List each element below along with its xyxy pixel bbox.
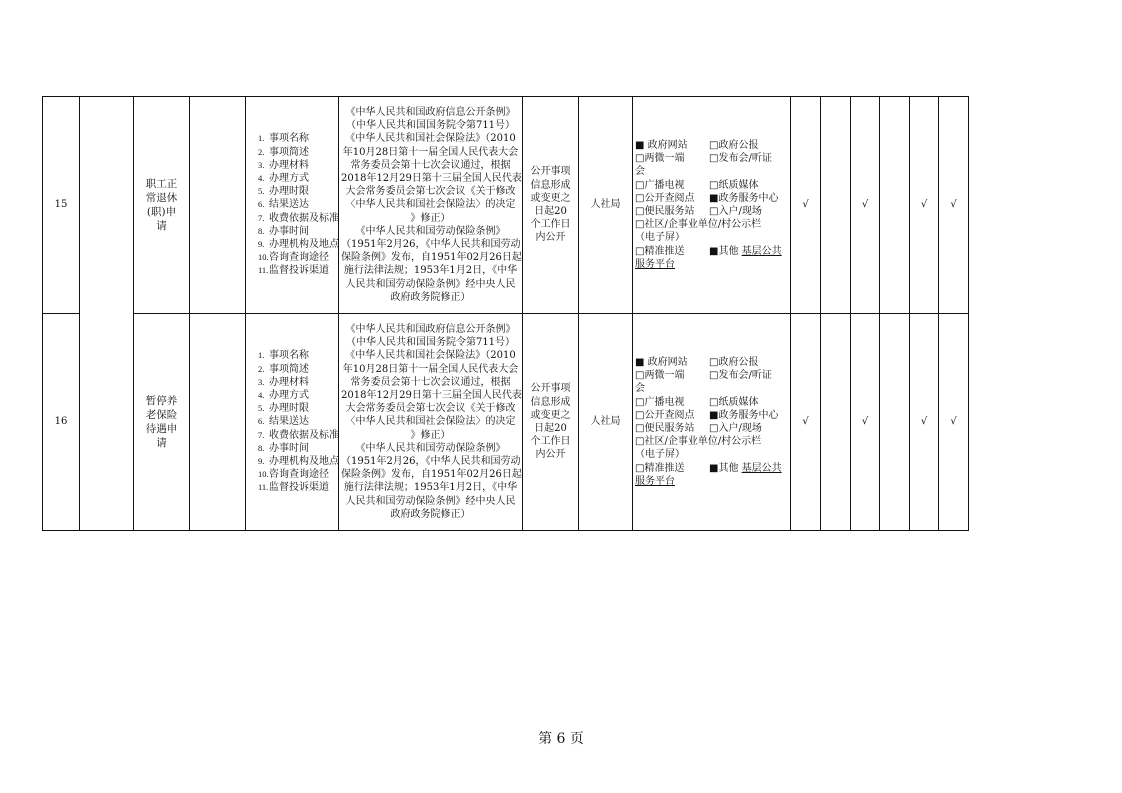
channel-line [635,231,788,244]
list-item-text: 办理机构及地点 [269,456,339,467]
channel-option: □纸质媒体 [709,396,759,408]
basis-line: 《中华人民共和国社会保险法》（2010 [345,133,516,145]
sub-item-cell [190,97,246,314]
basis-line: 年10月28日第十一届全国人民代表大会 [342,363,519,375]
check-mark: √ [950,199,957,211]
list-item-number: 3. [258,159,265,170]
check-cell [880,314,910,531]
list-item-text: 办事时间 [269,225,309,237]
list-item [258,455,339,468]
basis-line: 保险条例》发布，自1951年02月26日起 [341,469,522,481]
channel-option: □政府公报 [709,139,759,151]
list-item-text: 事项简述 [269,363,309,375]
list-item-number: 10. [258,469,269,480]
basis-line: 大会常务委员会第七次会议《关于修改 [345,403,516,415]
basis-line: 〈中华人民共和国社会保险法〉的决定 [345,199,516,211]
check-mark: √ [802,416,809,428]
content-items-cell [246,314,339,531]
list-item [258,429,339,442]
channel-option: □两微一端 [635,153,685,165]
disclosure-table [42,96,969,531]
list-item-number: 6. [258,416,265,427]
content-items-list [248,132,339,277]
content-items-list [248,349,339,494]
channel-option: □纸质媒体 [709,179,759,191]
channel-line [635,435,788,448]
channel-option: ■其他 基层公共 [709,245,782,257]
channel-option: 会 [635,383,645,395]
channel-line [635,218,788,231]
list-item-number: 9. [258,456,265,466]
check-cell [851,314,880,531]
list-item [258,212,339,225]
item-name-cell [134,314,190,531]
check-mark: √ [861,199,869,211]
check-cell [821,314,851,531]
list-item [258,198,336,211]
channels-cell [633,97,791,314]
channel-option: □精准推送 [635,462,685,474]
basis-line: （中华人民共和国国务院令第711号） [345,337,516,349]
subject: 人社局 [590,416,621,428]
basis-line: 保险条例》发布，自1951年02月26日起 [341,252,522,264]
list-item [258,363,336,376]
basis-line: 2018年12月29日第十三届全国人民代表 [341,172,522,184]
basis-line: 人民共和国劳动保险条例》经中央人民 [345,495,516,507]
table-row [43,314,969,531]
check-cell [791,314,821,531]
list-item-number: 5. [258,403,265,414]
list-item [258,172,336,185]
item-name: 暂停养老保险待遇申请 [145,395,178,449]
channel-option: ■ 政府网站 [635,139,688,151]
channel-line [635,356,788,369]
list-item-number: 11. [258,265,269,276]
channel-option: □社区/企事业单位/村公示栏 [635,219,762,231]
time-limit-cell [523,97,579,314]
category-cell [80,97,134,531]
time-limit-cell [523,314,579,531]
channel-option: ■ 政府网站 [635,356,688,368]
basis-line: 〈中华人民共和国社会保险法〉的决定 [345,416,516,428]
channels-cell [633,314,791,531]
channel-option: □发布会/听证 [709,153,772,165]
basis-line: 《中华人民共和国社会保险法》（2010 [345,350,516,362]
list-item-text: 办理方式 [269,172,309,184]
basis-line: 《中华人民共和国政府信息公开条例》 [345,106,516,118]
table-row [43,97,969,314]
list-item-number: 2. [258,146,265,157]
item-name: 职工正常退休(职)申请 [145,178,178,232]
list-item [258,468,336,481]
channel-option: □广播电视 [635,179,685,191]
list-item-text: 办理时限 [269,403,309,415]
list-item-number: 4. [258,172,265,183]
list-item [258,442,336,455]
channel-option: □两微一端 [635,370,685,382]
page-number: 第 6 页 [538,731,584,747]
channel-line [635,245,788,258]
basis-line: 常务委员会第十七次会议通过，根据 [350,376,511,388]
channel-option: □发布会/听证 [709,370,772,382]
channel-line [635,369,788,382]
list-item-text: 办理时限 [269,186,309,198]
sub-item-cell [190,314,246,531]
check-cell [821,97,851,314]
basis-line: 《中华人民共和国劳动保险条例》 [355,225,506,237]
list-item-number: 5. [258,186,265,197]
row-number: 16 [54,416,68,428]
channel-line [635,192,788,205]
channel-option: □公开查阅点 [635,409,695,421]
list-item-text: 结果送达 [269,416,309,428]
check-cell [939,314,969,531]
list-item-number: 6. [258,199,265,210]
subject-cell [579,314,633,531]
list-item-number: 3. [258,376,265,387]
channel-option: □政府公报 [709,356,759,368]
list-item-text: 结果送达 [269,199,309,211]
check-cell [910,314,939,531]
list-item [258,159,336,172]
list-item-text: 监督投诉渠道 [269,482,329,494]
basis-line: 常务委员会第十七次会议通过，根据 [350,159,511,171]
list-item [258,389,336,402]
channel-option: □社区/企事业单位/村公示栏 [635,436,762,448]
channel-option: 服务平台 [635,475,675,487]
check-mark: √ [861,416,869,428]
channel-line [635,152,788,165]
check-mark: √ [802,199,809,211]
list-item-number: 7. [258,429,265,440]
basis-line: 《中华人民共和国劳动保险条例》 [355,442,506,454]
list-item [258,225,336,238]
list-item-number: 4. [258,389,265,400]
channel-option: （电子屏） [635,449,685,461]
channel-line [635,205,788,218]
channel-option: □广播电视 [635,396,685,408]
list-item [258,251,336,264]
channel-option: □便民服务站 [635,206,695,217]
basis-line: 大会常务委员会第七次会议《关于修改 [345,186,516,198]
channel-option: 会 [635,166,645,178]
basis-line: （中华人民共和国国务院令第711号） [345,120,516,132]
basis-line: 2018年12月29日第十三届全国人民代表 [341,389,522,401]
list-item-number: 1. [258,133,265,144]
list-item-number: 9. [258,239,265,249]
content-items-cell [246,97,339,314]
list-item-number: 1. [258,350,265,361]
list-item [258,185,336,198]
subject-cell [579,97,633,314]
channel-line [635,475,788,488]
list-item-text: 事项名称 [269,133,309,145]
basis-line: 政府政务院修正） [390,508,471,520]
list-item [258,415,336,428]
list-item-number: 11. [258,482,269,493]
list-item-text: 事项简述 [269,146,309,158]
check-mark: √ [920,199,928,211]
list-item-text: 收费依据及标准 [269,429,339,441]
channel-line [635,179,788,192]
channel-option: □便民服务站 [635,423,695,434]
basis-line: 年10月28日第十一届全国人民代表大会 [342,146,519,158]
channel-option: □公开查阅点 [635,192,695,204]
channel-line [635,462,788,475]
list-item [258,238,339,251]
basis-cell [339,97,523,314]
basis-line: 施行法律法规；1953年1月2日，《中华 [343,482,518,494]
check-cell [939,97,969,314]
check-cell [791,97,821,314]
basis-line: （1951年2月26，《中华人民共和国劳动 [341,239,521,250]
list-item-text: 监督投诉渠道 [269,265,329,277]
basis-line: 人民共和国劳动保险条例》经中央人民 [345,278,516,290]
row-number-cell [43,314,80,531]
channel-line [635,422,788,435]
time-limit: 公开事项信息形成或变更之日起20个工作日内公开 [530,383,571,461]
item-name-cell [134,97,190,314]
channel-option: □入户/现场 [709,206,762,217]
basis-line: （1951年2月26，《中华人民共和国劳动 [341,456,521,467]
list-item [258,402,336,415]
channel-option: □入户/现场 [709,423,762,434]
basis-line: 施行法律法规；1953年1月2日，《中华 [343,265,518,277]
channel-option: ■政务服务中心 [709,192,779,204]
list-item-text: 办事时间 [269,442,309,454]
list-item-text: 办理材料 [269,376,309,388]
basis-cell [339,314,523,531]
check-mark: √ [950,416,957,428]
list-item [258,264,336,277]
list-item-text: 咨询查询途径 [269,252,329,264]
time-limit: 公开事项信息形成或变更之日起20个工作日内公开 [530,166,571,244]
basis-line: 》修正） [410,429,451,441]
list-item-number: 8. [258,225,265,236]
channel-line [635,396,788,409]
basis-line: 《中华人民共和国政府信息公开条例》 [345,323,516,335]
list-item [258,132,336,145]
basis-line: 》修正） [410,212,451,224]
channel-line [635,409,788,422]
channel-line [635,448,788,461]
check-cell [880,97,910,314]
channel-line [635,258,788,271]
list-item-number: 7. [258,212,265,223]
check-mark: √ [920,416,928,428]
list-item-text: 办理材料 [269,159,309,171]
basis-line: 政府政务院修正） [390,291,471,303]
list-item [258,481,336,494]
channel-line [635,382,788,395]
list-item-text: 办理方式 [269,389,309,401]
list-item [258,349,336,362]
row-number: 15 [54,199,68,211]
channel-option: 服务平台 [635,258,675,270]
check-cell [851,97,880,314]
row-number-cell [43,97,80,314]
channel-option: □精准推送 [635,245,685,257]
channel-option: （电子屏） [635,232,685,244]
list-item-text: 事项名称 [269,350,309,362]
check-cell [910,97,939,314]
list-item-text: 收费依据及标准 [269,212,339,224]
list-item-text: 办理机构及地点 [269,239,339,250]
list-item-number: 2. [258,363,265,374]
channel-option: ■政务服务中心 [709,409,779,421]
channel-option: ■其他 基层公共 [709,462,782,474]
channel-line [635,139,788,152]
list-item-text: 咨询查询途径 [269,469,329,481]
channel-line [635,165,788,178]
list-item [258,376,336,389]
list-item [258,146,336,159]
subject: 人社局 [590,199,621,211]
list-item-number: 10. [258,252,269,263]
list-item-number: 8. [258,442,265,453]
